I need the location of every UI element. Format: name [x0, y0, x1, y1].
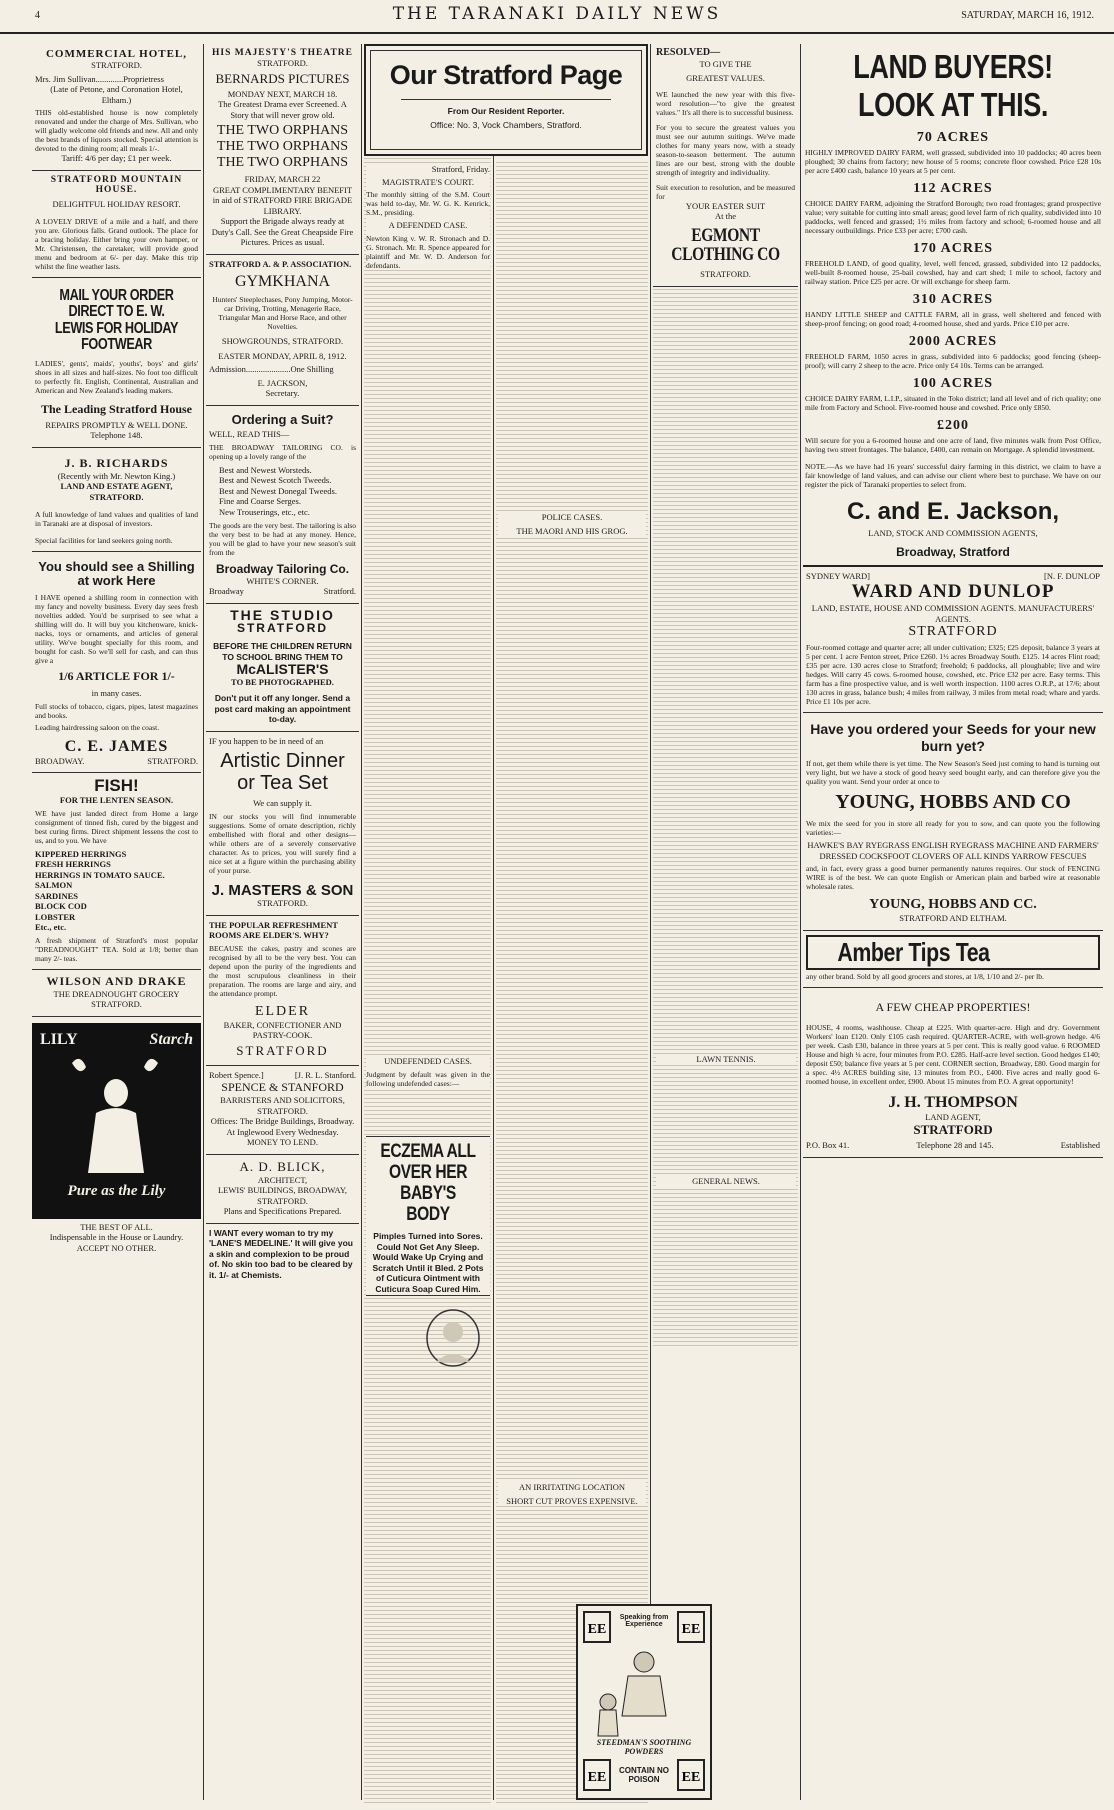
broadway-tailoring-ad	[206, 406, 359, 604]
btc-left: Broadway	[209, 586, 244, 597]
column-6	[803, 44, 1103, 1804]
jht-established: Established	[1060, 1140, 1100, 1151]
lot-acres: £200	[937, 418, 969, 433]
artistic-supply: We can supply it.	[253, 798, 312, 809]
wd-place: STRATFORD	[908, 624, 998, 640]
article-text-texture	[653, 287, 798, 1347]
baby-portrait-illustration	[418, 1306, 488, 1376]
general-news-head	[656, 1176, 796, 1187]
resolved-at: At the	[714, 211, 736, 221]
maori-heading: THE MAORI AND HIS GROG.	[516, 525, 628, 536]
list-item: FRESH HERRINGS	[35, 859, 111, 870]
ward-dunlop-ad	[803, 567, 1103, 714]
fish-tail: A fresh shipment of Stratford's most popular "DREADNOUGHT" TEA. Sold at 1/8; better than many 2/- teas.	[35, 935, 198, 963]
column-rule	[493, 44, 494, 1800]
james-left: BROADWAY.	[35, 755, 85, 766]
yhc-name: YOUNG, HOBBS AND CO	[835, 791, 1071, 814]
list-item: LOBSTER	[35, 911, 76, 922]
police-heading: POLICE CASES.	[541, 512, 603, 522]
yhc-name-2: YOUNG, HOBBS AND CC.	[869, 897, 1037, 913]
masthead	[0, 0, 1114, 34]
lot-acres: 70 ACRES	[916, 130, 990, 145]
thompson-ad	[803, 988, 1103, 1158]
svg-text:EE: EE	[681, 1622, 701, 1637]
lily-accept: ACCEPT NO OTHER.	[76, 1242, 157, 1253]
props-body: HOUSE, 4 rooms, washhouse. Cheap at £225. With quarter-acre. High and dry. Government Workers' loan £120. Only £105 cash required. QUARTER-ACRE, with well-grown hedge. 4/6 per week. Cash £30, balance in three years at 5 per cent. This is really good value. 6 ROOMED House and high ¼ acre, four minutes from P.O. £285. Half-acre level section. Good hedges £140; deposit £50; balance five years at 5 per cent. CORNER section, Broadway, £80. Good margin for a spec. 4½ ACRES building site, 13 minutes from P.O., £400. Five acres and really good 6-roomed house, in excellent order, £900. About 15 minutes from P.O. A great opportunity!	[806, 1022, 1100, 1086]
land-note: NOTE.—As we have had 16 years' successful dairy farming in this district, we claim to have a fair knowledge of land values, and can advise our client where best to purchase. We have on our register the pick of Taranaki properties to select from.	[805, 462, 1101, 489]
shilling-headline: You should see a Shilling at work Here	[38, 559, 195, 588]
resolved-body: WE launched the new year with this five-word resolution—"to give the greatest values." It's all there is to successful business.	[656, 89, 795, 117]
list-item: Best and Newest Worsteds.	[219, 464, 312, 475]
suit-body: THE BROADWAY TAILORING CO. is opening up a lovely range of the	[209, 442, 356, 461]
resolved-title: RESOLVED—	[656, 47, 721, 58]
lanoline-ad: I WANT every woman to try my 'LANE'S MEDELINE.' It will give you a skin and complexion to be proud of. No skin too bad to be cleared by it. 1/- at Chemists.	[209, 1227, 353, 1280]
showgrounds: SHOWGROUNDS, STRATFORD.	[221, 336, 344, 346]
friday-date: FRIDAY, MARCH 22	[244, 174, 321, 184]
lot-text: FREEHOLD LAND, of good quality, level, well fenced, grassed, subdivided into 12 paddocks, well-built 8-roomed house, 25-bail cowshed, hay and cart shed; 1 mile to school, factory and railway station. Price £25 per acre. Or will exchange for sheep farm.	[805, 259, 1101, 286]
wd-left: SYDNEY WARD]	[806, 570, 870, 581]
cej-sub: LAND, STOCK AND COMMISSION AGENTS,	[868, 528, 1038, 539]
page-number: 4	[35, 10, 40, 21]
suit-headline: Ordering a Suit?	[231, 411, 334, 427]
steedman-name: STEEDMAN'S SOOTHING POWDERS	[596, 1738, 692, 1756]
fish-body: WE have just landed direct from Home a large consignment of tinned fish, cured by the biggest and best curing firms. Direct shipment lessens the cost to us, and to you. We have	[35, 808, 198, 845]
cuticura-ad	[366, 1136, 490, 1296]
spence-right: [J. R. L. Stanford.	[294, 1069, 356, 1080]
hotel-proprietress: Mrs. Jim Sullivan.............Proprietress	[35, 73, 164, 84]
list-item: BLOCK COD	[35, 901, 87, 912]
hotel-body: THIS old-established house is now completely renovated and under the charge of Mrs. Sullivan, who will gladly welcome old friends and new. All and only the best brands of liquors stocked. Special attention is devoted to the dining room; all meals 1/-.	[35, 108, 198, 153]
jht-name: J. H. THOMPSON	[888, 1093, 1018, 1111]
richards-special: Special facilities for land seekers going north.	[35, 536, 173, 546]
resolved-body-3: Suit execution to resolution, and be measured for	[656, 182, 795, 201]
resolved-sub: TO GIVE THE	[699, 58, 752, 69]
spence-inglewood: At Inglewood Every Wednesday.	[226, 1126, 339, 1137]
orphans-title: THE TWO ORPHANS	[216, 155, 349, 170]
monday-date: MONDAY NEXT, MARCH 18.	[227, 88, 338, 99]
fish-sub: FOR THE LENTEN SEASON.	[59, 795, 174, 806]
blick-ad	[206, 1155, 359, 1224]
hotel-tariff: Tariff: 4/6 per day; £1 per week.	[61, 153, 172, 163]
column-4	[496, 160, 648, 1810]
banner-title: Our Stratford Page	[389, 60, 623, 90]
elder-headline: THE POPULAR REFRESHMENT ROOMS ARE ELDER'S. WHY?	[209, 919, 338, 941]
btc-right: Stratford.	[323, 586, 356, 597]
wd-sub: LAND, ESTATE, HOUSE AND COMMISSION AGENTS. MANUFACTURERS' AGENTS.	[811, 603, 1095, 624]
svg-text:EE: EE	[681, 1770, 701, 1785]
elder-body: BECAUSE the cakes, pastry and scones are recognised by all to be the very best. You can depend upon the purity of the ingredients and the most scrupulous cleanliness in their preparation. The rooms are large and airy, and the attendance prompt.	[209, 943, 356, 998]
shilling-price: 1/6 ARTICLE FOR 1/-	[58, 669, 175, 684]
defended-case: Newton King v. W. R. Stronach and D. G. Stronach. Mr. R. Spence appeared for plaintiff and Mr. W. D. Anderson for defendants.	[366, 233, 490, 270]
gymkhana-events: Hunters' Steeplechases, Pony Jumping, Motor-car Driving, Trotting, Menagerie Race, Triangular Man and Horse Race, and other Novelties.	[212, 295, 353, 331]
yhc-place: STRATFORD AND ELTHAM.	[899, 913, 1007, 924]
blick-plans: Plans and Specifications Prepared.	[223, 1206, 342, 1217]
wilson-drake-name: WILSON AND DRAKE	[46, 973, 187, 988]
steedman-powders-ad	[576, 1604, 712, 1800]
spence-offices: Offices: The Bridge Buildings, Broadway.	[210, 1116, 355, 1127]
theatre-title: HIS MAJESTY'S THEATRE	[211, 48, 354, 58]
secretary-title: Secretary.	[265, 388, 300, 398]
masters-name: J. MASTERS & SON	[211, 881, 354, 899]
artistic-headline: Artistic Dinner or Tea Set	[220, 750, 345, 795]
blick-address: LEWIS' BUILDINGS, BROADWAY, STRATFORD.	[217, 1185, 348, 1206]
column-rule	[800, 44, 801, 1800]
commercial-hotel-ad	[32, 44, 201, 171]
list-item: Best and Newest Donegal Tweeds.	[219, 485, 337, 496]
undefended-body: Judgment by default was given in the following undefended cases:—	[366, 1069, 490, 1088]
studio-title: THE STUDIO	[230, 606, 335, 623]
greatest-drama: The Greatest Drama ever Screened. A Story that will never grow old.	[218, 99, 347, 120]
richards-ad	[32, 448, 201, 553]
orphans-title: THE TWO ORPHANS	[216, 139, 349, 154]
studio-body: BEFORE THE CHILDREN RETURN TO SCHOOL BRING THEM TO	[213, 641, 352, 662]
column-rule	[361, 44, 362, 1800]
mountain-house-ad	[32, 171, 201, 279]
defended-heading: A DEFENDED CASE.	[388, 220, 468, 230]
police-cases-head	[498, 512, 646, 536]
suit-well: WELL, READ THIS—	[209, 429, 290, 440]
shilling-many: in many cases.	[91, 688, 142, 699]
resolved-body-2: For you to secure the greatest values you must see our autumn suitings. We've made clothes for many years now, with a steady season-to-season betterment. The autumn lines are our best, strong with the double strength of integrity and individuality.	[656, 122, 795, 177]
fish-ad	[32, 773, 201, 969]
lily-starch-ad	[32, 1023, 201, 1219]
james-right: STRATFORD.	[147, 755, 198, 766]
mountain-house-body: A LOVELY DRIVE of a mile and a half, and there you are. Glorious falls. Grand outlook. The place for a bracing holiday. Either bring your own hamper, or Mr. Christensen, the caretaker, will provide good menu and bedroom at 6/- per day. Make this trip whilst the fine weather lasts.	[35, 217, 198, 271]
studio-ad	[206, 604, 359, 732]
easter-date: EASTER MONDAY, APRIL 8, 1912.	[218, 350, 347, 361]
seeds-body: If not, get them while there is yet time. The New Season's Seed just coming to hand is turning out very light, but we have a stock of good heavy seed bought early, and can therefore give you the quality you want. Send your order at once to	[806, 759, 1100, 787]
lewis-body: LADIES', gents', maids', youths', boys' and girls' shoes in all sizes and half-sizes. No foot too difficult to perfectly fit. English, Continental, Australian and American and New Zealand's leading makers.	[35, 359, 198, 396]
banner-reporter: From Our Resident Reporter.	[447, 106, 565, 117]
egmont-name: EGMONT CLOTHING CO	[671, 224, 780, 266]
support: Support the Brigade always ready at Duty's Call. See the Great Cheapside Fire Pictures. Prices as usual.	[211, 216, 354, 247]
lot-text: FREEHOLD FARM, 1050 acres in grass, subdivided into 6 paddocks; good fencing (sheep-proof); will carry 2 sheep to the acre. Price only £4 10s. Terms can be arranged.	[805, 352, 1101, 370]
lot-acres: 112 ACRES	[913, 181, 993, 196]
irritating-head	[498, 1482, 646, 1506]
richards-sub: (Recently with Mr. Newton King.)	[57, 470, 176, 481]
article-text-texture	[496, 160, 648, 1804]
artistic-intro: IF you happen to be in need of an	[209, 735, 324, 746]
banner-office: Office: No. 3, Vock Chambers, Stratford.	[430, 119, 582, 130]
column-5	[653, 44, 798, 1804]
court-intro: The monthly sitting of the S.M. Court was held to-day, Mr. W. G. K. Kenrick, S.M., presiding.	[366, 190, 490, 217]
jht-telephone: Telephone 28 and 145.	[916, 1140, 994, 1151]
list-item: Etc., etc.	[35, 922, 67, 933]
resolved-values: GREATEST VALUES.	[686, 73, 765, 83]
lewis-repairs: REPAIRS PROMPTLY & WELL DONE.	[45, 419, 188, 430]
column-3	[364, 44, 491, 1804]
blick-sub: ARCHITECT,	[257, 1174, 308, 1185]
blick-name: A. D. BLICK,	[239, 1158, 326, 1174]
richards-body: A full knowledge of land values and qualities of land in Taranaki are at disposal of investors.	[35, 510, 198, 529]
jht-box: P.O. Box 41.	[806, 1140, 850, 1151]
wilson-drake-sub: THE DREADNOUGHT GROCERY	[53, 988, 180, 999]
court-report-head	[366, 164, 490, 270]
column-1	[32, 44, 201, 1804]
shilling-room-ad	[32, 552, 201, 773]
lot-text: Will secure for you a 6-roomed house and one acre of land, five minutes walk from Post Office, having two street frontages. The balance, £400, can remain on Mortgage. A splendid investment.	[805, 436, 1101, 454]
newspaper-title: THE TARANAKI DAILY NEWS	[392, 4, 722, 24]
lot-acres: 310 ACRES	[912, 292, 994, 307]
svg-text:EE: EE	[587, 1622, 607, 1637]
fish-headline: FISH!	[94, 776, 139, 796]
lot-text: HANDY LITTLE SHEEP and CATTLE FARM, all in grass, well sheltered and fenced with sheep-proof fencing; on good road; 4-roomed house, shed and yards. Price £10 per acre.	[805, 310, 1101, 328]
suit-tail: The goods are the very best. The tailoring is also the very best to be had at any money. Hence, you will be glad to have your new season's suit from the	[209, 521, 356, 558]
lewis-telephone: Telephone 148.	[90, 430, 143, 441]
seeds-headline: Have you ordered your Seeds for your new burn yet?	[810, 721, 1096, 755]
issue-date: SATURDAY, MARCH 16, 1912.	[961, 10, 1094, 21]
spence-name: SPENCE & STANFORD	[221, 1080, 344, 1095]
amber-sub: any other brand. Sold by all good grocers and stores, at 1/8, 1/10 and 2/- per lb.	[806, 971, 1044, 981]
lily-indispensable: Indispensable in the House or Laundry.	[49, 1232, 184, 1243]
court-heading: MAGISTRATE'S COURT.	[381, 176, 474, 187]
list-item: New Trouserings, etc., etc.	[219, 506, 310, 517]
wd-name: WARD AND DUNLOP	[851, 581, 1055, 603]
studio-name: McALISTER'S	[236, 661, 329, 678]
list-item: HERRINGS IN TOMATO SAUCE.	[35, 869, 165, 880]
eczema-sub: Pimples Turned into Sores. Could Not Get Any Sleep. Would Wake Up Crying and Scratch Until it Bled. 2 Pots of Cuticura Ointment with Cuticura Soap Cured Him.	[372, 1231, 484, 1294]
irritating-heading: AN IRRITATING LOCATION	[518, 1482, 626, 1492]
egmont-place: STRATFORD.	[700, 269, 751, 280]
lot-text: HIGHLY IMPROVED DAIRY FARM, well grassed, subdivided into 10 paddocks; 40 acres been ploughed; 30 chains from factory; new house of 5 rooms; concrete floor cowshed. Price £28 10s per acre £400 cash, balance 10 years at 5 per cent.	[805, 148, 1101, 175]
list-item: SALMON	[35, 880, 73, 891]
lot-acres: 170 ACRES	[912, 241, 994, 256]
btc-name: Broadway Tailoring Co.	[215, 562, 350, 577]
spence-money: MONEY TO LEND.	[247, 1137, 318, 1148]
lewis-headline: MAIL YOUR ORDER DIRECT TO E. W. LEWIS FOR HOLIDAY FOOTWEAR	[54, 287, 179, 353]
article-text-texture	[364, 44, 491, 1804]
artistic-body: IN our stocks you will find innumerable suggestions. Some of ornate description, richly embellished with floral and other designs—while others are of a severely conservative character. As to prices, you will surely find a nice set at a figure within the purchasing ability of your purse.	[209, 811, 356, 875]
amber-tips-ad	[803, 931, 1103, 988]
mountain-house-title: STRATFORD MOUNTAIN HOUSE.	[50, 174, 183, 195]
shilling-hairdressing: Leading hairdressing saloon on the coast.	[35, 722, 160, 732]
lewis-house: The Leading Stratford House	[40, 402, 192, 417]
gymkhana-ad	[206, 255, 359, 406]
undefended-head	[366, 1056, 490, 1088]
ap-association: STRATFORD A. & P. ASSOCIATION.	[209, 258, 352, 269]
lawn-tennis-head	[656, 1054, 796, 1065]
james-name: C. E. JAMES	[64, 737, 169, 755]
wd-body: Four-roomed cottage and quarter acre; all under cultivation; £325; £25 deposit, balance 3 years at 5 per cent. 1 acre Fenton street, Price £260. 1½ acres Broadway South. £125. 14 acres Flint road; £35 per acre. 130 acres close to Stratford; freehold; 6 paddocks, all ploughable; live and wire hedges. Will carry 45 cows. 6-roomed house, cowshed, etc. Price £32 per acre. Easy terms. This farm has a fine prospective value, and is well worth inspection. 1100 acres O.R.P., at 17/6; about 130 acres in grass, balance bush; 4 miles from railway, 3 miles from metal road; whare and yards. Price £1 10s per acre.	[806, 643, 1100, 707]
studio-photo: TO BE PHOTOGRAPHED.	[231, 676, 334, 687]
stratford-page-banner	[364, 44, 648, 156]
yhc-tail: and, in fact, every grass a good burner permanently natures requires. Our stock of FENCING WIRE is of the best. We can quote English or American plain and barbed wire at reasonable wholesale rates.	[806, 864, 1100, 892]
steedman-contain: CONTAIN NO POISON	[618, 1766, 670, 1784]
richards-name: J. B. RICHARDS	[64, 455, 169, 470]
lily-brand: LILY	[40, 1030, 78, 1048]
shortcut-heading: SHORT CUT PROVES EXPENSIVE.	[506, 1495, 638, 1506]
spence-left: Robert Spence.]	[209, 1069, 264, 1080]
young-hobbs-ad	[803, 713, 1103, 931]
eczema-headline: ECZEMA ALL OVER HER BABY'S BODY	[380, 1141, 476, 1225]
column-2	[206, 44, 359, 1804]
richards-place: STRATFORD.	[89, 491, 144, 502]
elder-sub: BAKER, CONFECTIONER AND PASTRY-COOK.	[223, 1019, 342, 1041]
lily-slogan: Pure as the Lily	[67, 1182, 166, 1199]
bernards-pictures: BERNARDS PICTURES	[215, 70, 350, 86]
orphans-list	[209, 123, 356, 171]
lawn-tennis-heading: LAWN TENNIS.	[696, 1054, 756, 1064]
admission: Admission.....................One Shilling	[209, 364, 334, 374]
column-rule	[203, 44, 204, 1800]
wd-right: [N. F. DUNLOP	[1044, 570, 1100, 581]
studio-tail: Don't put it off any longer. Send a post card making an appointment to-day.	[214, 693, 351, 725]
egmont-clothing-ad	[653, 44, 798, 287]
orphans-title: THE TWO ORPHANS	[216, 123, 349, 138]
resolved-easter: YOUR EASTER SUIT	[685, 200, 766, 211]
theatre-place: STRATFORD.	[257, 58, 308, 68]
elder-ad	[206, 916, 359, 1066]
lot-acres: 100 ACRES	[912, 376, 994, 391]
wilson-drake-place: STRATFORD.	[91, 999, 142, 1010]
hotel-title: COMMERCIAL HOTEL,	[45, 48, 188, 60]
spence-sub: BARRISTERS AND SOLICITORS, STRATFORD.	[220, 1095, 345, 1116]
jackson-land-ad	[803, 44, 1103, 567]
lot-text: CHOICE DAIRY FARM, L.I.P., situated in the Toko district; land all level and of rich quality; one mile from Factory and School. Five-roomed house and cowshed. Price only £850.	[805, 394, 1101, 412]
list-item: SARDINES	[35, 890, 78, 901]
lily-best: THE BEST OF ALL.	[80, 1221, 153, 1232]
lewis-footwear-ad	[32, 278, 201, 448]
cej-name: C. and E. Jackson,	[846, 498, 1060, 525]
steedman-caption: Speaking from Experience	[619, 1614, 669, 1628]
elder-name: ELDER	[254, 1003, 311, 1019]
lot-text: CHOICE DAIRY FARM, adjoining the Stratford Borough; two road frontages; grand prospective value; very suitable for cutting into small areas; good level farm of rich quality, subdivided into 10 paddocks, well fenced and grassed; 1½ miles from factory and school; 6-roomed house and all necessary outbuildings. Price £33 per acre; £700 cash.	[805, 199, 1101, 235]
jht-sub: LAND AGENT,	[925, 1111, 981, 1122]
fish-list	[35, 849, 198, 933]
theatre-ad	[206, 44, 359, 255]
hotel-late: (Late of Petone, and Coronation Hotel, Eltham.)	[50, 84, 183, 105]
dateline: Stratford, Friday.	[431, 164, 490, 174]
hotel-place: STRATFORD.	[91, 60, 142, 70]
shilling-body: I HAVE opened a shilling room in connection with my fancy and novelty business. Every day sees fresh novelties added. You'd be surprised to see what a shilling will do. It will buy you kitchenware, knick-nacks, toys or ornaments, and articles of general utility. We've bought specially for this room, and bought for cash. So we'll sell for cash, and can thus give a	[35, 593, 198, 666]
yhc-body: We mix the seed for you in store all ready for you to sow, and can quote you the following varieties:—	[806, 819, 1100, 838]
secretary-name: E. JACKSON,	[257, 377, 308, 388]
gymkhana-title: GYMKHANA	[234, 273, 331, 290]
btc-corner: WHITE'S CORNER.	[246, 575, 319, 586]
cej-place: Broadway, Stratford	[896, 544, 1010, 559]
mountain-house-sub: DELIGHTFUL HOLIDAY RESORT.	[52, 198, 181, 209]
list-item: Best and Newest Scotch Tweeds.	[219, 475, 332, 486]
column-rule	[650, 44, 651, 1800]
studio-place: STRATFORD	[236, 621, 329, 636]
amber-title: Amber Tips Tea	[837, 936, 990, 967]
general-news-heading: GENERAL NEWS.	[692, 1176, 760, 1186]
lily-starch: Starch	[149, 1030, 193, 1048]
richards-role: LAND AND ESTATE AGENT,	[60, 481, 173, 492]
yhc-varieties: HAWKE'S BAY RYEGRASS ENGLISH RYEGRASS MACHINE AND FARMERS' DRESSED COCKSFOOT CLOVERS OF ALL KINDS YARROW FESCUES	[807, 840, 1099, 861]
benefit: GREAT COMPLIMENTARY BENEFIT in aid of STRATFORD FIRE BRIGADE LIBRARY.	[212, 184, 353, 216]
wilson-drake-ad	[32, 970, 201, 1017]
masters-place: STRATFORD.	[257, 898, 308, 909]
undefended-heading: UNDEFENDED CASES.	[384, 1056, 472, 1066]
svg-text:EE: EE	[587, 1770, 607, 1785]
suit-list	[219, 465, 356, 518]
lot-acres: 2000 ACRES	[908, 334, 998, 349]
props-headline: A FEW CHEAP PROPERTIES!	[875, 999, 1031, 1014]
list-item: KIPPERED HERRINGS	[35, 848, 127, 859]
masters-ad	[206, 732, 359, 916]
shilling-more: Full stocks of tobacco, cigars, pipes, latest magazines and books.	[35, 701, 198, 720]
spence-stanford-ad	[206, 1066, 359, 1155]
elder-place: STRATFORD	[236, 1042, 329, 1058]
list-item: Fine and Coarse Serges.	[219, 496, 301, 507]
jht-place: STRATFORD	[913, 1122, 993, 1138]
land-headline: LAND BUYERS! LOOK AT THIS.	[853, 48, 1053, 123]
